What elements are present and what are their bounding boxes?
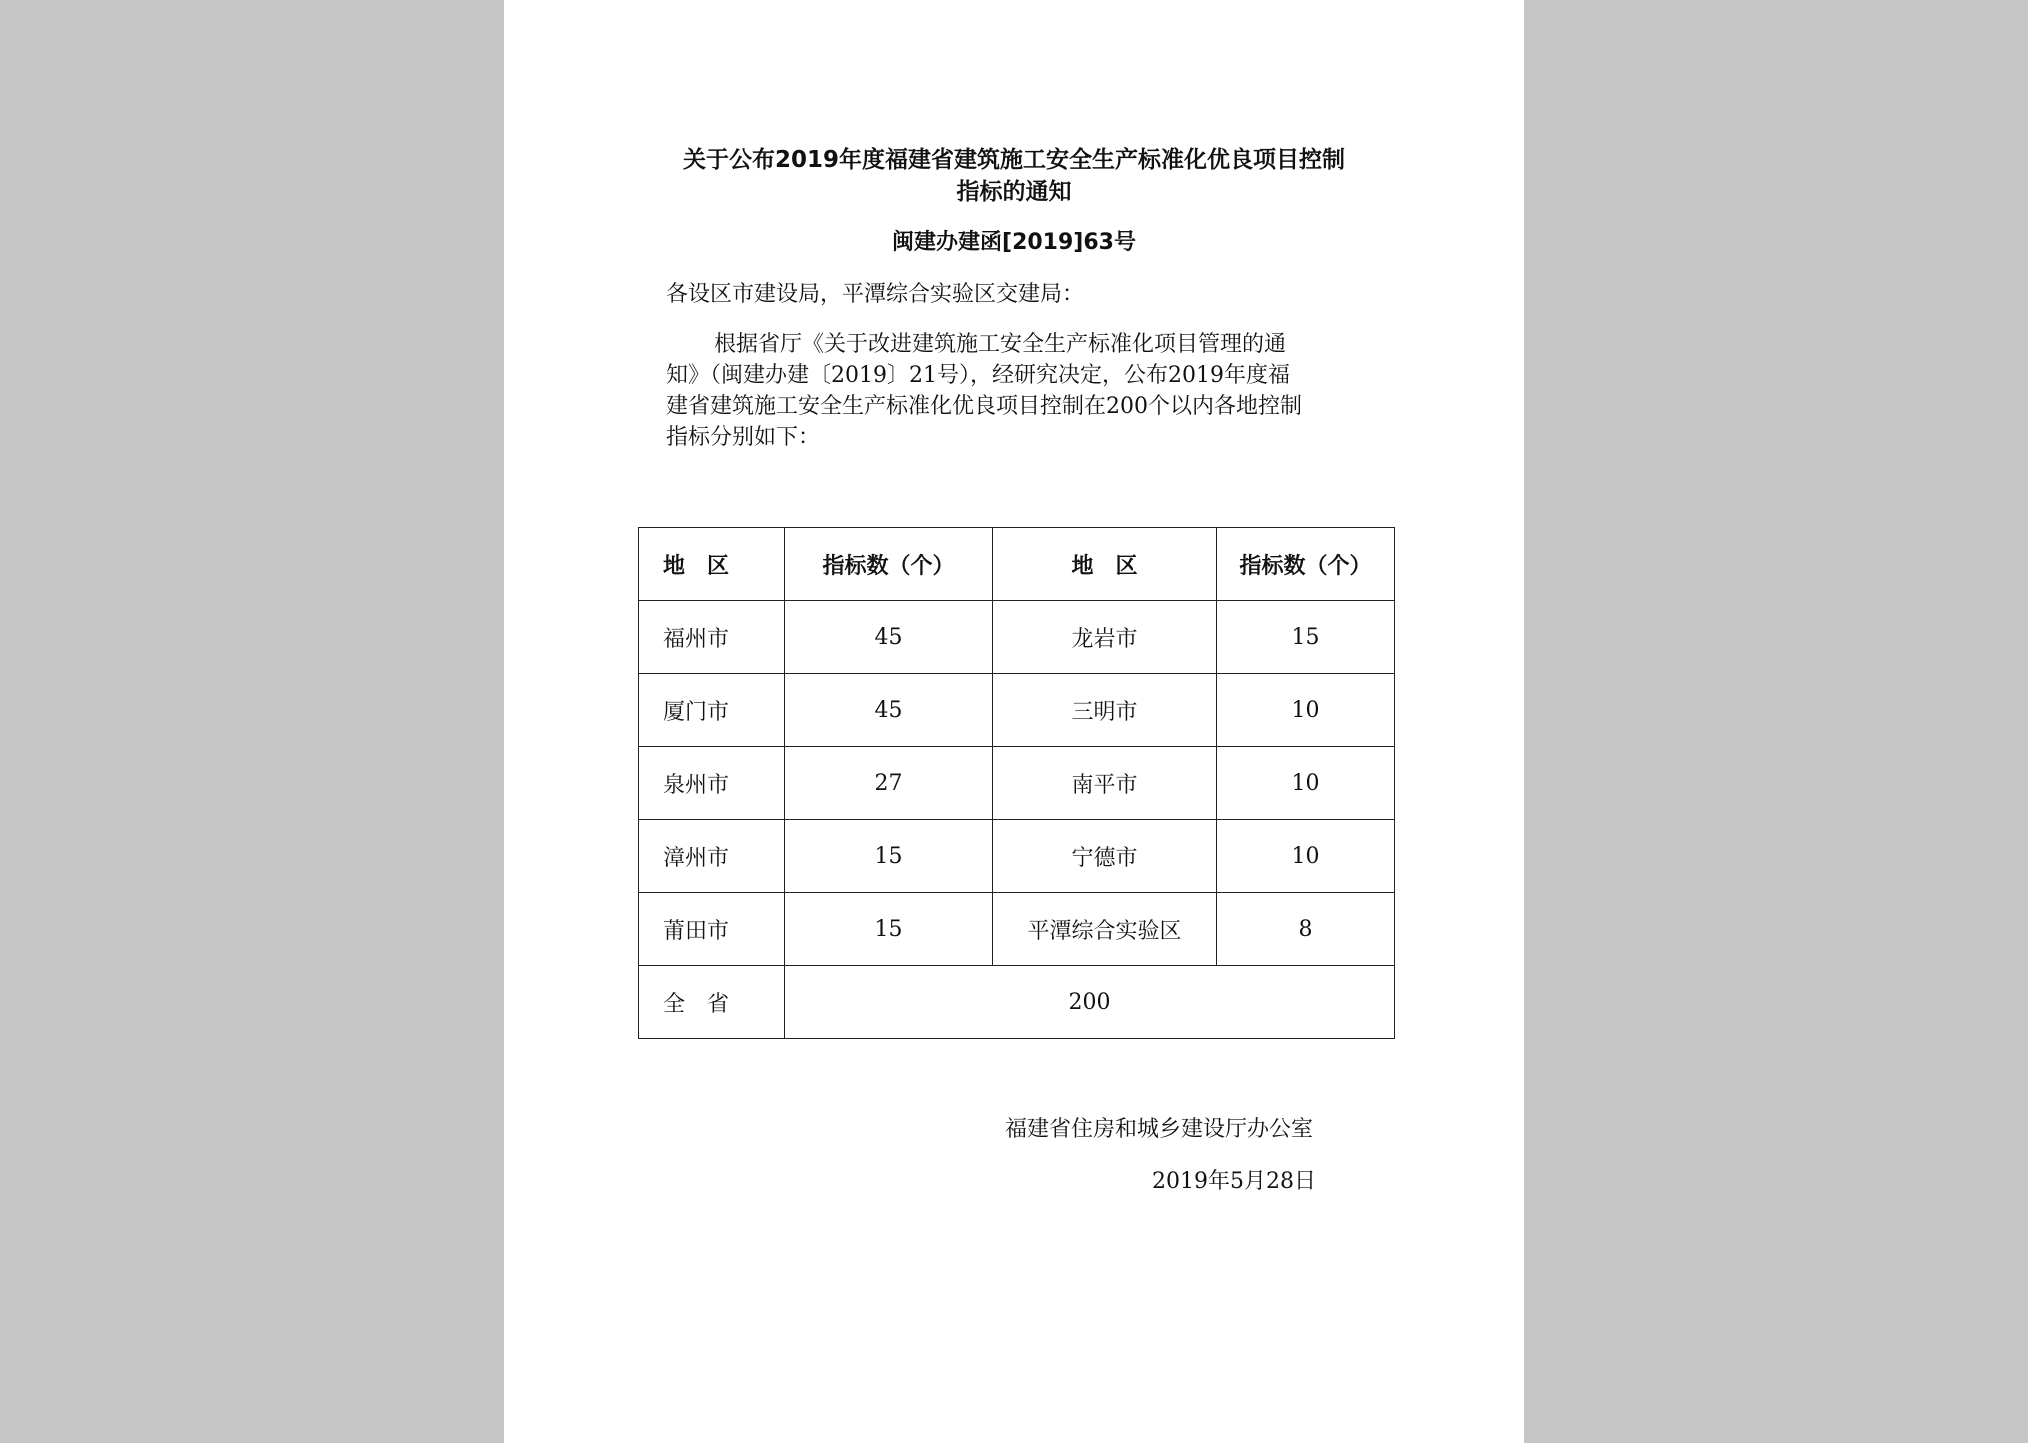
quota-cell: 45: [785, 601, 993, 674]
quota-cell: 15: [785, 820, 993, 893]
quota-cell: 15: [1217, 601, 1395, 674]
quota-cell: 10: [1217, 820, 1395, 893]
total-value-cell: 200: [785, 966, 1395, 1039]
region-cell: 福州市: [639, 601, 785, 674]
document-number: 闽建办建函[2019]63号: [892, 230, 1136, 255]
quota-cell: 27: [785, 747, 993, 820]
header-quota-2: 指标数（个）: [1217, 528, 1395, 601]
body-line-3: 建省建筑施工安全生产标准化优良项目控制在200个以内各地控制: [666, 394, 1302, 419]
document-page: [504, 0, 1524, 1443]
addressee: 各设区市建设局，平潭综合实验区交建局：: [666, 282, 1085, 307]
quota-cell: 10: [1217, 674, 1395, 747]
document-title-line-1: 关于公布2019年度福建省建筑施工安全生产标准化优良项目控制: [682, 147, 1345, 173]
signature-date: 2019年5月28日: [1152, 1169, 1316, 1194]
table-row: [639, 820, 1395, 893]
signature-organization: 福建省住房和城乡建设厅办公室: [1005, 1117, 1314, 1142]
body-line-1: 根据省厅《关于改进建筑施工安全生产标准化项目管理的通: [714, 332, 1287, 357]
region-cell: 厦门市: [639, 674, 785, 747]
body-line-4: 指标分别如下：: [666, 425, 821, 450]
body-line-2: 知》（闽建办建〔2019〕21号），经研究决定，公布2019年度福: [666, 363, 1290, 388]
table-row: [639, 601, 1395, 674]
region-cell: 泉州市: [639, 747, 785, 820]
region-cell: 三明市: [993, 674, 1217, 747]
table-row: [639, 674, 1395, 747]
header-quota-1: 指标数（个）: [785, 528, 993, 601]
quota-cell: 45: [785, 674, 993, 747]
total-label-cell: 全 省: [639, 966, 785, 1039]
table-header-row: [639, 528, 1395, 601]
region-cell: 南平市: [993, 747, 1217, 820]
region-cell: 漳州市: [639, 820, 785, 893]
region-cell: 龙岩市: [993, 601, 1217, 674]
table-row: [639, 893, 1395, 966]
document-title-line-2: 指标的通知: [956, 179, 1072, 205]
header-region-2: 地 区: [993, 528, 1217, 601]
table-total-row: [639, 966, 1395, 1039]
quota-cell: 15: [785, 893, 993, 966]
region-cell: 平潭综合实验区: [993, 893, 1217, 966]
table-row: [639, 747, 1395, 820]
quota-table: [638, 527, 1395, 1039]
quota-cell: 8: [1217, 893, 1395, 966]
region-cell: 莆田市: [639, 893, 785, 966]
header-region-1: 地 区: [639, 528, 785, 601]
quota-cell: 10: [1217, 747, 1395, 820]
region-cell: 宁德市: [993, 820, 1217, 893]
